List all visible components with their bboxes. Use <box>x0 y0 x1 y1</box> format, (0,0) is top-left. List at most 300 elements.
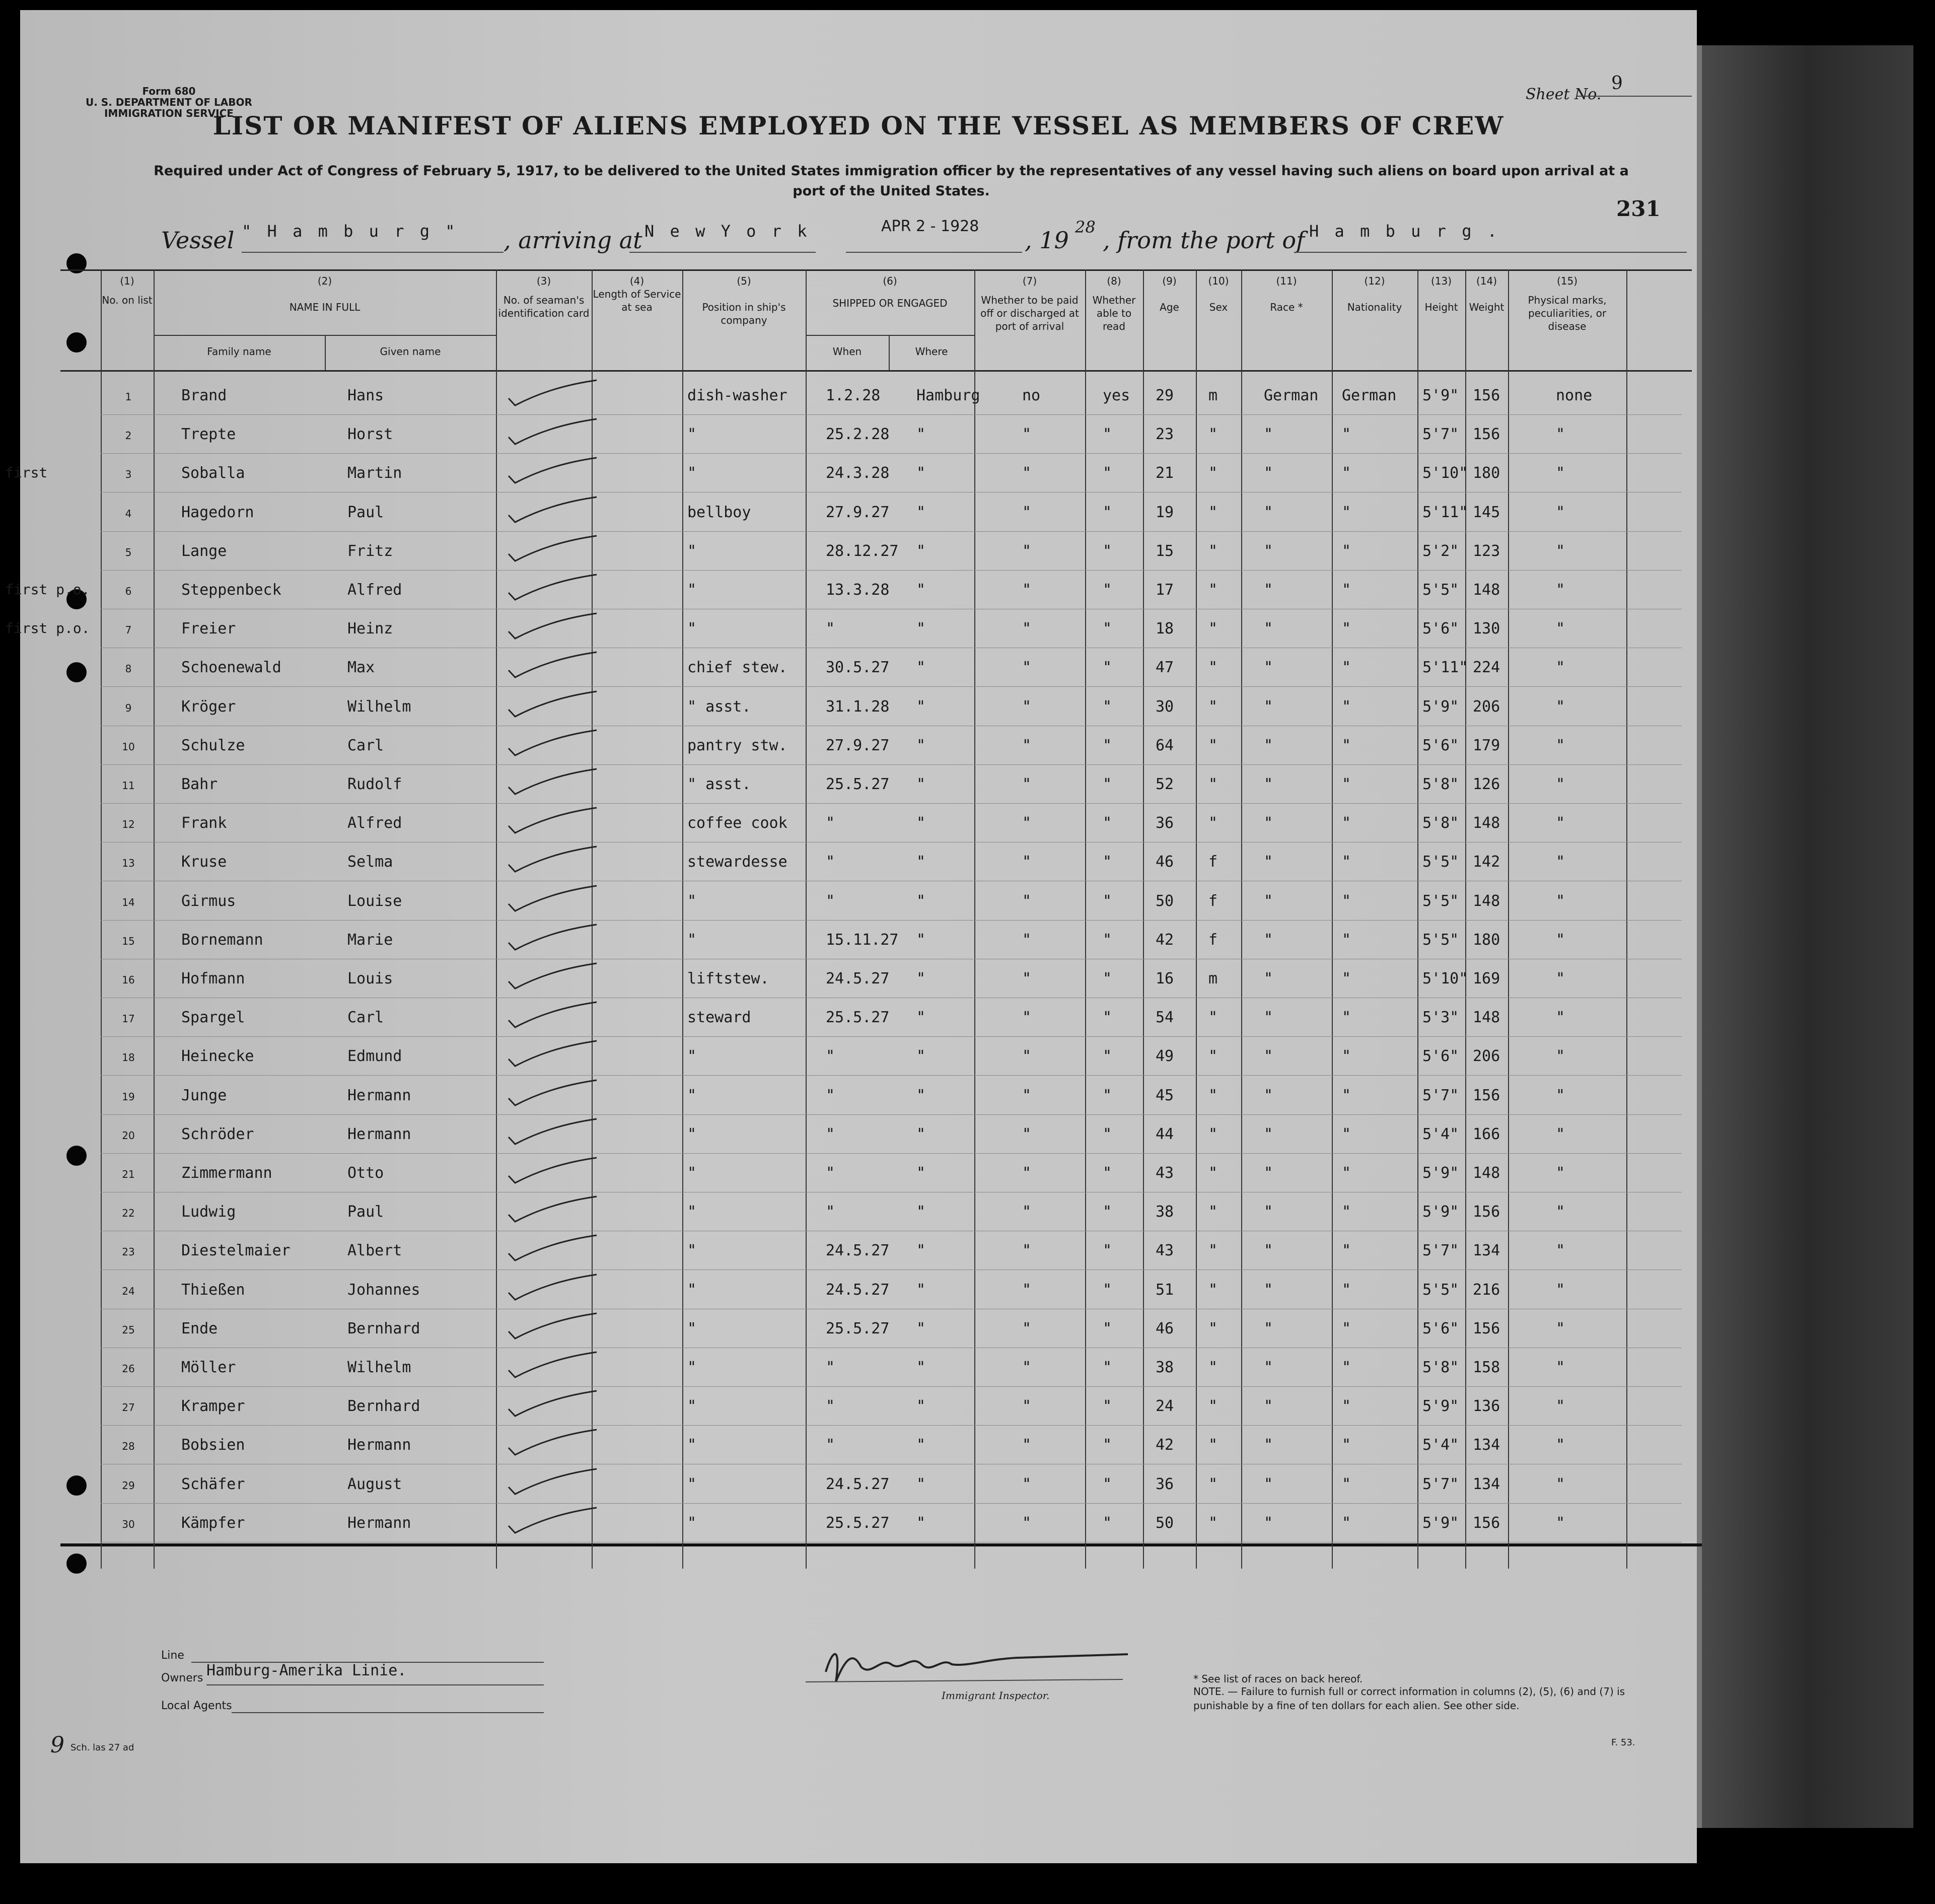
year-suffix: 28 <box>1075 218 1096 237</box>
given-name-cell: Paul <box>347 503 384 521</box>
weight-cell: 180 <box>1473 931 1500 949</box>
row-rule <box>101 686 1682 687</box>
able-to-read-cell: " <box>1103 1164 1112 1182</box>
col-header-3: (3) No. of seaman's identification card <box>498 275 590 319</box>
height-cell: 5'10" <box>1422 464 1468 482</box>
age-cell: 49 <box>1156 1047 1174 1066</box>
weight-cell: 180 <box>1473 464 1500 482</box>
shipped-where-cell: " <box>916 1164 926 1182</box>
family-name-cell: Kämpfer <box>181 1514 245 1532</box>
family-name-cell: Möller <box>181 1359 236 1376</box>
row-rule <box>101 1036 1682 1037</box>
check-mark-icon <box>506 1079 607 1109</box>
column-divider <box>1626 269 1627 1569</box>
weight-cell: 206 <box>1473 1047 1500 1066</box>
race-cell: " <box>1264 1281 1273 1299</box>
col-header-4: (4) Length of Service at sea <box>593 275 681 313</box>
shipped-where-cell: " <box>916 853 926 871</box>
race-cell: " <box>1264 931 1273 949</box>
inspector-signature <box>806 1637 1138 1692</box>
paid-off-cell: " <box>1022 697 1032 716</box>
race-cell: " <box>1264 1164 1273 1182</box>
column-divider <box>682 269 683 1569</box>
shipped-where-cell: " <box>916 426 926 444</box>
nationality-cell: " <box>1342 1125 1351 1143</box>
family-name-cell: Frank <box>181 814 227 832</box>
position-cell: " asst. <box>687 775 751 793</box>
check-mark-icon <box>506 1351 607 1381</box>
given-name-cell: Louis <box>347 970 393 988</box>
paid-off-cell: " <box>1022 581 1032 599</box>
sex-cell: " <box>1208 1359 1218 1376</box>
sex-cell: " <box>1208 542 1218 560</box>
sex-cell: " <box>1208 814 1218 832</box>
shipped-when-cell: 13.3.28 <box>826 581 890 599</box>
paid-off-cell: " <box>1022 931 1032 949</box>
manifest-sheet <box>5 10 1697 1863</box>
paid-off-cell: " <box>1022 853 1032 871</box>
shipped-where-cell: " <box>916 1203 926 1221</box>
col-header-given: Given name <box>380 345 441 358</box>
shipped-where-cell: " <box>916 1125 926 1143</box>
row-number: 7 <box>125 624 132 637</box>
able-to-read-cell: " <box>1103 1514 1112 1532</box>
physical-marks-cell: " <box>1556 1009 1565 1027</box>
family-name-cell: Schulze <box>181 736 245 754</box>
margin-annotation: first p.o. <box>5 581 90 598</box>
col-header-15: (15) Physical marks, peculiarities, or disease <box>1528 275 1607 332</box>
age-cell: 64 <box>1156 736 1174 754</box>
given-name-cell: Alfred <box>347 814 402 832</box>
age-cell: 50 <box>1156 892 1174 910</box>
physical-marks-cell: " <box>1556 1125 1565 1143</box>
height-cell: 5'8" <box>1422 814 1459 832</box>
weight-cell: 136 <box>1473 1397 1500 1416</box>
able-to-read-cell: " <box>1103 736 1112 754</box>
given-name-cell: Edmund <box>347 1047 402 1066</box>
physical-marks-cell: " <box>1556 1164 1565 1182</box>
height-cell: 5'9" <box>1422 1164 1459 1182</box>
given-name-cell: Hermann <box>347 1436 411 1454</box>
sex-cell: " <box>1208 736 1218 754</box>
vessel-underline <box>242 252 504 253</box>
position-cell: " <box>687 1125 697 1143</box>
weight-cell: 156 <box>1473 1319 1500 1337</box>
family-name-cell: Thießen <box>181 1281 245 1299</box>
race-cell: " <box>1264 503 1273 521</box>
check-mark-icon <box>506 885 607 915</box>
shipped-where-cell: Hamburg <box>916 387 980 404</box>
sheet-number-underline <box>1576 96 1692 97</box>
shipped-when-cell: 31.1.28 <box>826 697 890 716</box>
able-to-read-cell: " <box>1103 426 1112 444</box>
able-to-read-cell: " <box>1103 659 1112 677</box>
shipped-when-cell: " <box>826 620 835 638</box>
physical-marks-cell: " <box>1556 1436 1565 1454</box>
age-cell: 43 <box>1156 1242 1174 1260</box>
sheet-number-value: 9 <box>1611 73 1623 94</box>
given-name-cell: Louise <box>347 892 402 910</box>
age-cell: 47 <box>1156 659 1174 677</box>
physical-marks-cell: " <box>1556 892 1565 910</box>
given-name-cell: Johannes <box>347 1281 420 1299</box>
family-name-cell: Junge <box>181 1086 227 1104</box>
physical-marks-cell: " <box>1556 931 1565 949</box>
shipped-when-cell: 27.9.27 <box>826 503 890 521</box>
paid-off-cell: " <box>1022 1164 1032 1182</box>
age-cell: 36 <box>1156 814 1174 832</box>
family-name-cell: Girmus <box>181 892 236 910</box>
race-cell: " <box>1264 853 1273 871</box>
line-label: Line <box>161 1649 184 1662</box>
row-rule <box>101 1075 1682 1076</box>
family-name-cell: Lange <box>181 542 227 560</box>
vessel-name: " H a m b u r g " <box>242 222 458 241</box>
local-agents-label: Local Agents <box>161 1700 232 1712</box>
physical-marks-cell: " <box>1556 1359 1565 1376</box>
service-name: IMMIGRATION SERVICE <box>104 107 234 119</box>
physical-marks-cell: " <box>1556 1475 1565 1493</box>
column-divider <box>1508 269 1509 1569</box>
shipped-where-cell: " <box>916 659 926 677</box>
check-mark-icon <box>506 574 607 604</box>
shipped-where-cell: " <box>916 931 926 949</box>
height-cell: 5'6" <box>1422 1319 1459 1337</box>
row-rule <box>101 1503 1682 1504</box>
family-name-cell: Ludwig <box>181 1203 236 1221</box>
height-cell: 5'7" <box>1422 426 1459 444</box>
paid-off-cell: " <box>1022 1514 1032 1532</box>
table-top-rule <box>60 269 1692 271</box>
check-mark-icon <box>506 1429 607 1459</box>
arrival-port: N e w Y o r k <box>644 222 810 241</box>
paid-off-cell: " <box>1022 970 1032 988</box>
able-to-read-cell: " <box>1103 970 1112 988</box>
physical-marks-cell: " <box>1556 1242 1565 1260</box>
weight-cell: 156 <box>1473 1203 1500 1221</box>
row-rule <box>101 1153 1682 1154</box>
column-divider <box>974 269 975 1569</box>
departure-underline <box>1294 252 1687 253</box>
weight-cell: 123 <box>1473 542 1500 560</box>
shipped-where-cell: " <box>916 581 926 599</box>
able-to-read-cell: " <box>1103 1047 1112 1066</box>
position-cell: " <box>687 1047 697 1066</box>
age-cell: 52 <box>1156 775 1174 793</box>
row-number: 14 <box>122 896 135 908</box>
age-cell: 43 <box>1156 1164 1174 1182</box>
check-mark-icon <box>506 496 607 526</box>
shipped-when-cell: 30.5.27 <box>826 659 890 677</box>
col-header-11: (11) Race * <box>1270 275 1303 313</box>
punch-hole <box>66 332 87 352</box>
physical-marks-cell: none <box>1556 387 1593 404</box>
punch-hole <box>66 1475 87 1496</box>
margin-annotation: first <box>5 464 48 481</box>
shipped-where-cell: " <box>916 1281 926 1299</box>
age-cell: 23 <box>1156 426 1174 444</box>
shipped-when-cell: " <box>826 1086 835 1104</box>
paid-off-cell: " <box>1022 1436 1032 1454</box>
col-header-when: When <box>832 345 862 358</box>
paid-off-cell: " <box>1022 1359 1032 1376</box>
nationality-cell: " <box>1342 1281 1351 1299</box>
shipped-when-cell: " <box>826 814 835 832</box>
row-number: 27 <box>122 1401 135 1414</box>
height-cell: 5'2" <box>1422 542 1459 560</box>
given-name-cell: Max <box>347 659 375 677</box>
age-cell: 18 <box>1156 620 1174 638</box>
shipped-when-cell: " <box>826 892 835 910</box>
row-number: 15 <box>122 935 135 947</box>
race-cell: " <box>1264 1203 1273 1221</box>
race-note: * See list of races on back hereof. <box>1193 1673 1363 1685</box>
shipped-where-cell: " <box>916 1009 926 1027</box>
paid-off-cell: " <box>1022 814 1032 832</box>
nationality-cell: " <box>1342 1359 1351 1376</box>
age-cell: 36 <box>1156 1475 1174 1493</box>
row-number: 17 <box>122 1013 135 1025</box>
sex-cell: " <box>1208 1475 1218 1493</box>
row-number: 6 <box>125 585 132 597</box>
sex-cell: " <box>1208 1319 1218 1337</box>
col-header-12: (12) Nationality <box>1347 275 1402 313</box>
race-cell: " <box>1264 1086 1273 1104</box>
given-name-cell: Bernhard <box>347 1397 420 1416</box>
check-mark-icon <box>506 807 607 837</box>
from-port-label: , from the port of <box>1103 227 1305 254</box>
race-cell: " <box>1264 1436 1273 1454</box>
shipped-when-cell: " <box>826 1359 835 1376</box>
paid-off-cell: " <box>1022 426 1032 444</box>
sex-cell: f <box>1208 892 1218 910</box>
row-number: 21 <box>122 1168 135 1180</box>
given-name-cell: Albert <box>347 1242 402 1260</box>
paid-off-cell: no <box>1022 387 1041 404</box>
paid-off-cell: " <box>1022 736 1032 754</box>
family-name-cell: Bahr <box>181 775 218 793</box>
column-divider <box>101 269 102 1569</box>
paid-off-cell: " <box>1022 464 1032 482</box>
weight-cell: 156 <box>1473 1086 1500 1104</box>
race-cell: " <box>1264 775 1273 793</box>
age-cell: 15 <box>1156 542 1174 560</box>
height-cell: 5'7" <box>1422 1086 1459 1104</box>
given-name-cell: Hans <box>347 387 384 404</box>
race-cell: " <box>1264 892 1273 910</box>
col-header-10: (10) Sex <box>1208 275 1229 313</box>
col-header-family: Family name <box>207 345 271 358</box>
race-cell: " <box>1264 1475 1273 1493</box>
date-underline <box>846 252 1022 253</box>
shipped-where-cell: " <box>916 892 926 910</box>
weight-cell: 148 <box>1473 814 1500 832</box>
weight-cell: 130 <box>1473 620 1500 638</box>
given-name-cell: Hermann <box>347 1514 411 1532</box>
physical-marks-cell: " <box>1556 1281 1565 1299</box>
given-name-cell: Rudolf <box>347 775 402 793</box>
column-divider <box>1085 269 1086 1569</box>
able-to-read-cell: " <box>1103 775 1112 793</box>
row-rule <box>101 414 1682 415</box>
physical-marks-cell: " <box>1556 970 1565 988</box>
position-cell: " <box>687 620 697 638</box>
family-name-cell: Kruse <box>181 853 227 871</box>
paid-off-cell: " <box>1022 1047 1032 1066</box>
shipped-where-cell: " <box>916 1397 926 1416</box>
paid-off-cell: " <box>1022 892 1032 910</box>
sex-cell: " <box>1208 464 1218 482</box>
sex-cell: " <box>1208 697 1218 716</box>
sex-cell: " <box>1208 1436 1218 1454</box>
position-cell: " <box>687 931 697 949</box>
position-cell: " <box>687 1397 697 1416</box>
age-cell: 42 <box>1156 931 1174 949</box>
age-cell: 38 <box>1156 1359 1174 1376</box>
shipped-where-cell: " <box>916 1047 926 1066</box>
agents-underline <box>232 1712 544 1713</box>
shipped-where-cell: " <box>916 620 926 638</box>
check-mark-icon <box>506 845 607 876</box>
row-number: 29 <box>122 1479 135 1492</box>
height-cell: 5'7" <box>1422 1242 1459 1260</box>
height-cell: 5'6" <box>1422 620 1459 638</box>
shipped-when-cell: 25.5.27 <box>826 775 890 793</box>
age-cell: 21 <box>1156 464 1174 482</box>
shipped-when-cell: 25.5.27 <box>826 1009 890 1027</box>
physical-marks-cell: " <box>1556 620 1565 638</box>
height-cell: 5'4" <box>1422 1436 1459 1454</box>
sex-cell: " <box>1208 775 1218 793</box>
header-bottom-rule <box>60 370 1692 372</box>
physical-marks-cell: " <box>1556 814 1565 832</box>
weight-cell: 148 <box>1473 581 1500 599</box>
race-cell: " <box>1264 970 1273 988</box>
height-cell: 5'8" <box>1422 1359 1459 1376</box>
age-cell: 45 <box>1156 1086 1174 1104</box>
physical-marks-cell: " <box>1556 581 1565 599</box>
row-number: 25 <box>122 1323 135 1336</box>
form-number: Form 680 <box>142 85 196 97</box>
able-to-read-cell: " <box>1103 1397 1112 1416</box>
family-name-cell: Freier <box>181 620 236 638</box>
nationality-cell: " <box>1342 659 1351 677</box>
nationality-cell: " <box>1342 1203 1351 1221</box>
sex-cell: " <box>1208 1047 1218 1066</box>
position-cell: liftstew. <box>687 970 769 988</box>
physical-marks-cell: " <box>1556 542 1565 560</box>
punch-hole <box>66 1146 87 1166</box>
row-rule <box>101 531 1682 532</box>
age-cell: 29 <box>1156 387 1174 404</box>
sex-cell: " <box>1208 620 1218 638</box>
able-to-read-cell: " <box>1103 697 1112 716</box>
shipped-where-cell: " <box>916 736 926 754</box>
row-number: 12 <box>122 818 135 831</box>
row-rule <box>101 570 1682 571</box>
shipped-when-cell: " <box>826 1397 835 1416</box>
shipped-where-cell: " <box>916 1086 926 1104</box>
paid-off-cell: " <box>1022 1319 1032 1337</box>
family-name-cell: Ende <box>181 1319 218 1337</box>
race-cell: " <box>1264 1047 1273 1066</box>
row-number: 1 <box>125 391 132 403</box>
check-mark-icon <box>506 962 607 993</box>
family-name-cell: Steppenbeck <box>181 581 281 599</box>
race-cell: " <box>1264 1125 1273 1143</box>
family-name-cell: Schoenewald <box>181 659 281 677</box>
family-name-cell: Hofmann <box>181 970 245 988</box>
able-to-read-cell: " <box>1103 581 1112 599</box>
height-cell: 5'10" <box>1422 970 1468 988</box>
physical-marks-cell: " <box>1556 464 1565 482</box>
column-divider <box>1196 269 1197 1569</box>
col-header-7: (7) Whether to be paid off or discharged at port of arrival <box>980 275 1079 332</box>
row-number: 5 <box>125 546 132 558</box>
family-name-cell: Heinecke <box>181 1047 254 1066</box>
able-to-read-cell: " <box>1103 1319 1112 1337</box>
table-bottom-rule <box>60 1543 1702 1546</box>
position-cell: " <box>687 1203 697 1221</box>
height-cell: 5'6" <box>1422 1047 1459 1066</box>
position-cell: " <box>687 1319 697 1337</box>
paid-off-cell: " <box>1022 1009 1032 1027</box>
row-number: 9 <box>125 701 132 714</box>
race-cell: " <box>1264 697 1273 716</box>
position-cell: " <box>687 1164 697 1182</box>
position-cell: bellboy <box>687 503 751 521</box>
column-divider <box>806 269 807 1569</box>
row-rule <box>101 920 1682 921</box>
family-name-cell: Bornemann <box>181 931 263 949</box>
sex-cell: " <box>1208 1281 1218 1299</box>
sex-cell: f <box>1208 931 1218 949</box>
row-rule <box>101 453 1682 454</box>
shipped-when-cell: 24.3.28 <box>826 464 890 482</box>
shipped-when-cell: " <box>826 853 835 871</box>
physical-marks-cell: " <box>1556 775 1565 793</box>
family-name-cell: Spargel <box>181 1009 245 1027</box>
position-cell: steward <box>687 1009 751 1027</box>
family-name-cell: Kramper <box>181 1397 245 1416</box>
sex-cell: " <box>1208 1203 1218 1221</box>
nationality-cell: " <box>1342 1397 1351 1416</box>
family-name-cell: Diestelmaier <box>181 1242 291 1260</box>
sex-cell: " <box>1208 1242 1218 1260</box>
weight-cell: 156 <box>1473 426 1500 444</box>
shipped-where-cell: " <box>916 1359 926 1376</box>
nationality-cell: " <box>1342 1047 1351 1066</box>
sex-cell: " <box>1208 1397 1218 1416</box>
nationality-cell: " <box>1342 853 1351 871</box>
physical-marks-cell: " <box>1556 1319 1565 1337</box>
weight-cell: 179 <box>1473 736 1500 754</box>
row-number: 2 <box>125 430 132 442</box>
given-name-cell: Fritz <box>347 542 393 560</box>
nationality-cell: " <box>1342 1009 1351 1027</box>
row-number: 30 <box>122 1518 135 1530</box>
check-mark-icon <box>506 1195 607 1226</box>
check-mark-icon <box>506 535 607 565</box>
shipped-where-cell: " <box>916 1319 926 1337</box>
weight-cell: 224 <box>1473 659 1500 677</box>
given-name-cell: Heinz <box>347 620 393 638</box>
paid-off-cell: " <box>1022 1086 1032 1104</box>
able-to-read-cell: " <box>1103 892 1112 910</box>
shipped-when-cell: " <box>826 1436 835 1454</box>
nationality-cell: " <box>1342 1164 1351 1182</box>
row-number: 10 <box>122 740 135 753</box>
